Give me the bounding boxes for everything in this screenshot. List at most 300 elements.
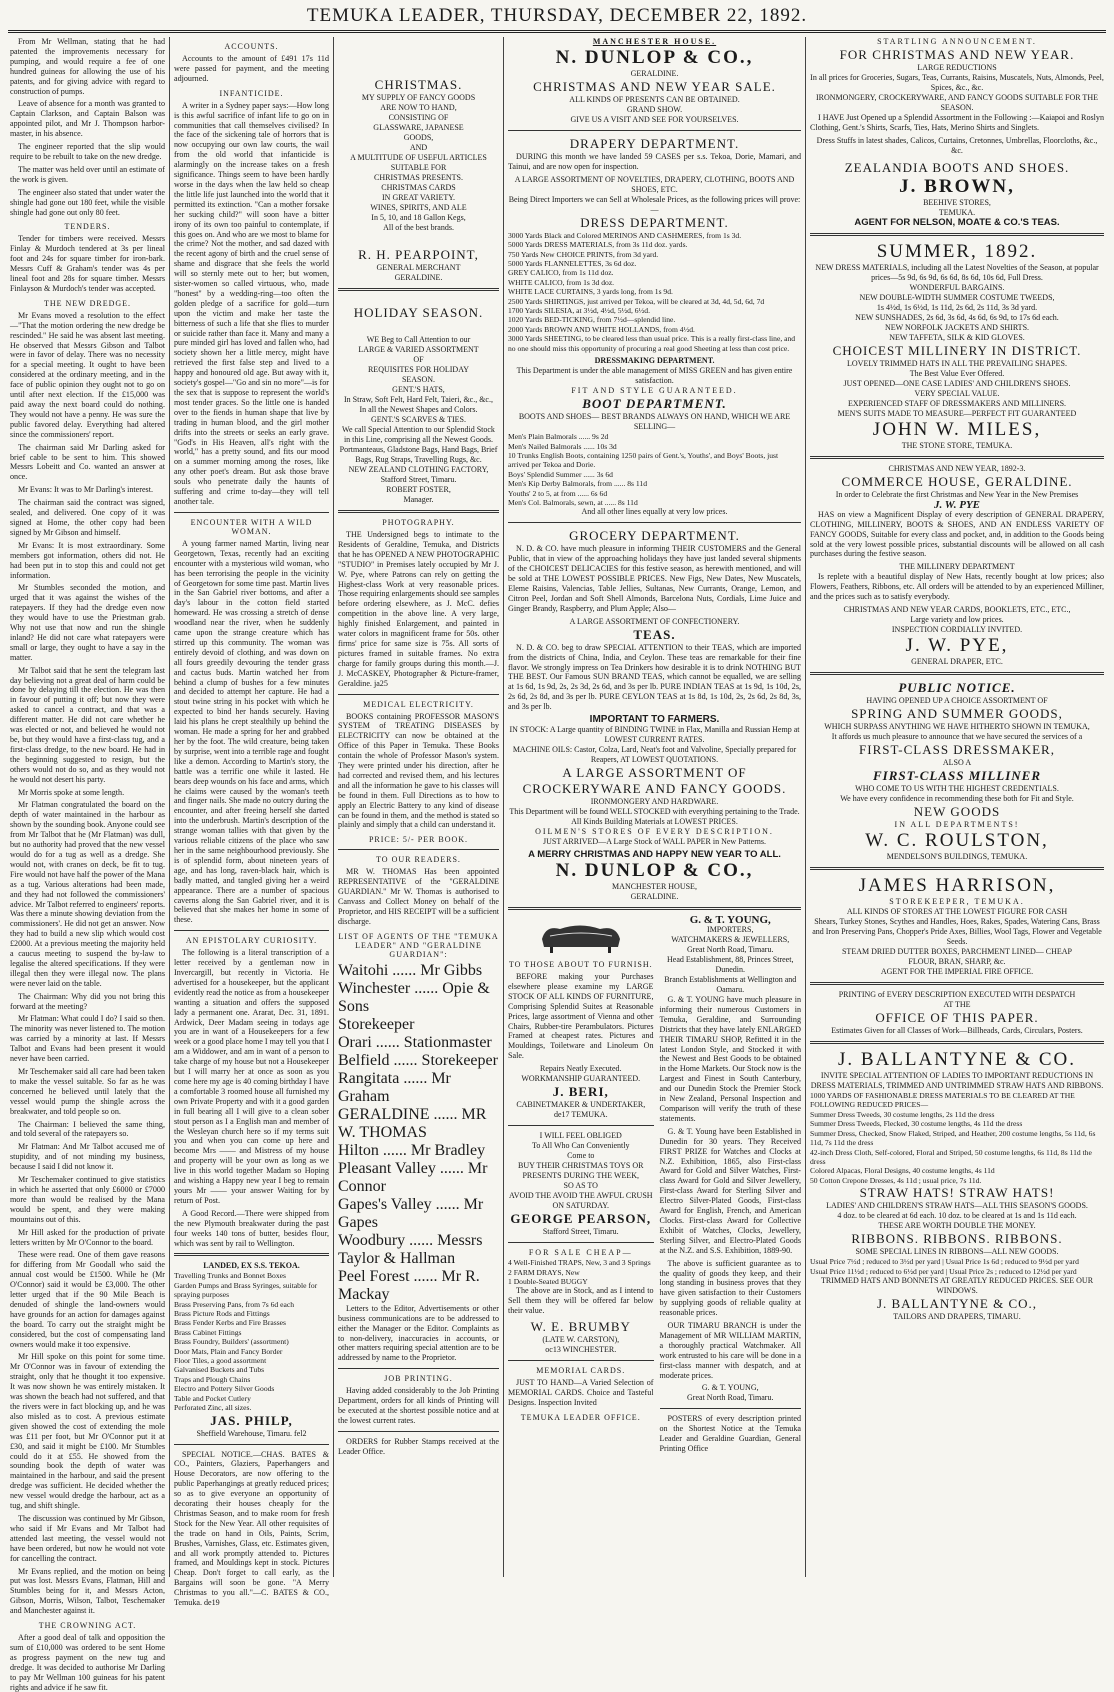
department-heading: BOOT DEPARTMENT. [582,396,727,412]
column-1-harbour-report [6,37,170,1692]
article-paragraph: The Chairman: Why did you not bring this forward at the meeting? [10,991,165,1011]
advert-line: Portmanteaus, Gladstone Bags, Hand Bags, Brief Bags, Rug Straps, Travelling Rugs, &c. [339,445,498,464]
section-heading: INFANTICIDE. [219,88,284,98]
divider [338,1431,499,1432]
advert-line: THESE ARE WORTH DOUBLE THE MONEY. [878,1221,1036,1231]
article-paragraph: The chairman said the contract was signed, sealed, and delivered. One copy of it was signed at Home, the other copy had been signed by Mr Gibson and himself. [10,498,165,537]
article-paragraph: Mr Flatman congratulated the board on the depth of water maintained in the harbour as shown by the sounding book. Anyone could see from Mr Talbot that he (Mr Flatman) was dull, but no authority had proved that the new vessel would do for a tug as well as a dredge. She would not, with cranes on deck, be fit to tug. Fire would not have half the power of the Mana as a tug. Various alterations had been made, and they had not followed the commissioners' advice. Mr Talbot referred to engineers' reports. Was there a minute showing deviation from the commissioners'. He did not get an answer. Now they had to build a new slip which would cost £2000. At a previous meeting the majority held a caucus meeting to suspend the by-law to legalise the altered specifications. If they were illegal then they were illegal now. The plans were never laid on the table. [10,800,165,988]
department-heading: DRAPERY DEPARTMENT. [569,136,740,151]
advert-heading: CHRISTMAS AND NEW YEAR SALE. [533,79,776,94]
advert-heading: OFFICE OF THIS PAPER. [875,1010,1039,1026]
advert-line: Branch Establishments at Wellington and Oamaru. [664,975,797,995]
advert-line: MACHINE OILS: Castor, Colza, Lard, Neat's foot and Valvoline, Specially prepared for Reapers, AT LOWEST QUOTATIONS. [512,745,797,765]
advert-line: ROBERT FOSTER, [386,485,451,494]
advert-paragraph: I HAVE Just Opened up a Splendid Assortment in the Following :—Kaiapoi and Roslyn Clothing, Gent.'s Shirts, Scarfs, Ties, Hats, Merino Shirts and Singlets. [810,113,1104,132]
advert-line: A MULTITUDE OF USEFUL ARTICLES [350,153,487,162]
advert-brumby-name [508,1319,654,1355]
advert-miles [810,241,1104,451]
divider [174,1253,329,1256]
advert-lines [338,335,499,505]
advert-line: A LARGE ASSORTMENT OF NOVELTIES, DRAPERY, CLOTHING, BOOTS AND SHOES, ETC. [514,174,795,194]
article-paragraph: Mr Talbot said that he sent the telegram last day believing not a great deal of harm could be done by delaying till the election. He was then in favour of putting it off; but now they were asked to cancel a contract, and that was a different matter. He did not care whether he was elected or not, and believed he would not be, but they would have a first-class tug, and a first-class dredge, to the new board. He had in the beginning suggested to resign, but the others would not do so, and as they would not he would not desert his party. [10,665,165,784]
advert-line: WINES, SPIRITS, AND ALE [370,203,467,212]
advert-lines [338,93,499,233]
article-paragraph: The chairman said Mr Darling asked for brief cable to be sent to him. This showed Messrs Lobeitt and Co. wanted an answer at once. [10,442,165,482]
dress-items-list [508,231,801,353]
advert-lines [508,95,801,125]
sale-items-list [508,1258,654,1286]
advert-line: ARE NOW TO HAND, [380,103,457,112]
advert-line: Manager. [403,495,434,504]
advert-line: We have every confidence in recommending these both for Fit and Style. [840,794,1074,804]
advert-line: In Straw, Soft Felt, Hard Felt, Taieri, &c., &c., [344,395,493,404]
article-paragraph: Mr Teschemaker continued to give statistics in which he asserted that only £6000 or £7000 more than would be realised by the Mana would be spent, and they were making mountains out of this. [10,1175,165,1224]
advert-line: Great North Road, Timaru. [687,945,774,955]
agent-row: Storekeeper [338,1015,415,1033]
advertiser-note: (LATE W. CARSTON), [542,1335,620,1345]
advert-line: MEN'S SUITS MADE TO MEASURE—PERFECT FIT GUARANTEED [837,408,1077,418]
lower-right-adverts [660,915,802,1457]
lower-adverts [508,915,801,1457]
list-item: 1020 Yards BED-TICKING, from 7½d—splendid line. [508,315,676,325]
advert-line: LADIES' AND CHILDREN'S STRAW HATS—ALL THIS SEASON'S GOODS. [826,1201,1088,1211]
advert-line: It affords us much pleasure to announce that we have secured the services of a [831,732,1083,742]
advert-heading: LANDED, EX S.S. TEKOA. [203,1261,300,1271]
list-item: Galvanised Buckets and Tubs [174,1365,265,1375]
advertiser-address: MANCHESTER HOUSE, [612,882,697,892]
advert-line: This Department will be found WELL STOCKED with everything pertaining to the Trade. All Kinds Building Materials at LOWEST PRICES. [509,807,800,827]
advertiser-name: N. DUNLOP & CO., [555,47,754,68]
office-name: TEMUKA LEADER OFFICE. [520,1412,641,1422]
list-item: Men's Nailed Balmorals ...... 10s 3d [508,441,617,451]
advert-paragraph: Letters to the Editor, Advertisements or other business communications are to be addressed to either the Manager or the Editor. Complaints as to non-delivery, inaccuracies in accounts, or other matters requiring special attention are to be addressed by name to the Proprietor. [338,1303,499,1363]
advert-line: In order to Celebrate the first Christmas and New Year in the New Premises [835,489,1079,499]
agent-row: GERALDINE ...... MR W. THOMAS [338,1105,487,1141]
advert-line: GERALDINE. [394,273,443,282]
advert-line: OILMEN'S STORES OF EVERY DESCRIPTION. [535,827,774,837]
advert-heading: CHRISTMAS. [374,77,463,92]
divider [508,522,801,523]
article-paragraph: Leave of absence for a month was granted to Captain Clarkson, and Captain Balson was appointed pilot, and Mr J. Thompson harbor-master, in his absence. [10,99,165,139]
advert-paragraph: N. D. & CO. have much pleasure in informing THEIR CUSTOMERS and the General Public, that in view of the approaching holidays they have just landed several shipments of the CHOICEST DELICACIES for this festive season, as herewith mentioned, and will be sold at THE LOWEST POSSIBLE PRICES. New Figs, New Dates, New Muscatels, Eleme Raisins, Valencias, Table Jellies, Sultanas, New Currants, Orange, Lemon, and Citron Peel, Jordan and Soft Shell Almonds, Barcelona Nuts, Cordials, Lime Juice and Ginger Brandy, Raspberry, and Plum Apple; Also— [508,544,801,613]
advert-pearson-name [508,1211,654,1237]
article-paragraph: The Chairman: I believed the same thing, and told several of the ratepayers so. [10,1119,165,1139]
article-paragraph: Mr Evans: It is most extraordinary. Some members got information, others did not. He had been put in to stop this and could not get information. [10,540,165,580]
article-paragraph: From Mr Wellman, stating that he had patented the improvements necessary for pumping, and would require a fee of one hundred guineas for allowing the use of his patents, and for giving advice with regard to construction of pumps. [10,37,165,96]
advert-pearpoint [338,77,499,283]
advert-line: Head Establishment, 88, Princes Street, Dunedin. [667,955,794,975]
advert-heading: PUBLIC NOTICE. [898,680,1016,696]
advert-beri [508,1084,654,1120]
divider [810,456,1104,459]
advert-line: We call Special Attention to our Splendid Stock in this Line, comprising all the Newest Goods. [342,425,495,444]
advertiser-name: J. W. PYE, [905,635,1009,657]
divider [174,1444,329,1445]
section-heading: TENDERS. [64,222,111,232]
advert-line: LARGE & VARIED ASSORTMENT [358,345,479,354]
advert-line: JUST ARRIVED—A Large Stock of WALL PAPER in New Patterns. [543,837,766,847]
advert-line: HAVING OPENED UP A CHOICE ASSORTMENT OF [866,696,1048,706]
advert-line: Large variety and low prices. [910,615,1004,625]
department-heading: IRONMONGERY AND HARDWARE. [590,797,719,807]
advert-line: GLASSWARE, JAPANESE [373,123,464,132]
section-heading: ACCOUNTS. [224,42,279,51]
list-item: Summer Dress Tweeds, 30 costume lengths, 2s 11d the dress [810,1109,995,1119]
advert-line: AT THE [943,1000,971,1010]
advert-line: WONDERFUL BARGAINS. [909,282,1005,292]
advert-line: GENERAL MERCHANT [376,263,461,272]
advert-heading: RIBBONS. RIBBONS. RIBBONS. [851,1231,1063,1247]
advert-line: SOME SPECIAL LINES IN RIBBONS—ALL NEW GOODS. [855,1247,1059,1257]
divider [338,849,499,850]
advertiser-name: JAMES HARRISON, [858,875,1056,897]
advertiser-address: TAILORS AND DRAPERS, TIMARU. [893,1311,1021,1321]
advertiser-name: G. & T. YOUNG, [689,914,771,927]
list-item: Travelling Trunks and Bonnet Boxes [174,1271,286,1281]
department-heading: GROCERY DEPARTMENT. [569,528,740,544]
agent-row: Belfield ...... Storekeeper [338,1051,498,1069]
list-item: Usual Price 7½d ; reduced to 3½d per yard | Usual Price 1s 6d ; reduced to 9½d per yard [810,1257,1079,1267]
list-item: Brass Foundry, Builders' (assortment) [174,1337,289,1347]
divider [508,130,801,131]
agent-row: Winchester ...... Opie & Sons [338,979,490,1015]
divider [338,694,499,695]
advertiser-name: J. BALLANTYNE & CO. [837,1049,1077,1071]
advertiser-name: JAS. PHILP, [210,1412,293,1428]
advertiser-name: W. C. ROULSTON, [865,830,1049,852]
list-item: Men's Plain Balmorals ...... 9s 2d [508,432,609,442]
list-item: 5000 Yards DRESS MATERIALS, from 3s 11d doz. yards. [508,240,688,250]
advert-line: BUY THEIR CHRISTMAS TOYS OR PRESENTS DURING THE WEEK, [517,1161,644,1181]
article-paragraph: The discussion was continued by Mr Gibson, who said if Mr Evans and Mr Talbot had attended last meeting, the vessel would not have been ordered, but now he would not vote for cancelling the contract. [10,1513,165,1563]
advert-line: In all the Newest Shapes and Colors. [359,405,478,414]
list-item: Men's Col. Balmorals, sewn, at ...... 8s 11d [508,497,638,507]
divider [508,1360,654,1361]
advert-paragraph: OUR TIMARU BRANCH is under the Management of MR WILLIAM MARTIN, a thoroughly practical Watchmaker. All work entrusted to his care will be done in a first-class manner with despatch, and at moderate prices. [659,1321,801,1380]
list-item: 4 Well-Finished TRAPS, New, 3 and 3 Springs [508,1258,651,1268]
agent-row: Waitohi ...... Mr Gibbs [338,961,483,979]
divider [810,982,1104,985]
list-item: 5000 Yards FLANNELETTES, 3s 6d doz. [508,259,637,269]
advert-dunlop [508,37,801,902]
list-item: WHITE CALICO, from 1s 3d doz. [508,277,615,287]
advert-line: ALL KINDS OF STORES AT THE LOWEST FIGURE FOR CASH [846,907,1068,917]
article-paragraph: A Good Record.—There were shipped from the new Plymouth breakwater during the past four weeks 140 tons of butter, besides flour, which was sent by rail to Wellington. [174,1208,329,1248]
advert-paragraph: The above are in Stock, and as I intend to Sell them they will be offered far below their value. [508,1286,654,1316]
department-heading: DRESS DEPARTMENT. [580,214,729,230]
article-paragraph: The following is a literal transcription of a letter received by a gentleman now in Invercargill, but recently in Victoria. He advertised for a housekeeper, but the applicant evidently read the notice as from a housekeeper wanting a situation and offers the supposed lady a permanent one. Ararat, Dec. 31, 1891. Ardwick, Deer Madam seeing in todays age you are in want of a Housekeepers for a few week or a good place home I may tell you that I am a Widdower, and am in want of a person to take charge of my house but not a Housekeeper but I will marry her at once as soon as you come here my age is 40 coming birthday I have a comfortable 3 roomed house all furnished my own Private Property and with it a good garden in full bearing all I will give to a clean sober stout person as I a English man and member of the Wesleyan church here so if my terms suit you and when you can come up here and become Mrs —— and Mistress of my house and property will be your own as long as we live in this world together Madam so Hoping and wishing a Happy new year I beg to remain yours Mr —— your answer Waiting for by return of Post. [174,948,329,1205]
price-line: PRICE: 5/- PER BOOK. [368,835,469,845]
advert-line: GRAND SHOW. [626,105,683,114]
advert-paragraph: G. & T. YOUNG have much pleasure in informing their numerous Customers in Temuka, Geraldine, and Surrounding Districts that they have lately ENLARGED THEIR TIMARU SHOP, Refitted it in the latest London Style, and Stocked it with the Newest and Best Goods to be obtained in the Home Markets. Our Stock now is the Largest and Finest in South Canterbury, and our Dunedin Stock the Premier Stock in New Zealand, Personal Inspection and Comparison will verify the truth of these statements. [659,995,801,1123]
landed-items-list [174,1271,329,1412]
advert-line: STEAM DRIED DUTTER BOXES, PARCHMENT LINED— CHEAP [841,947,1072,957]
advert-heading: NEW GOODS [913,804,1001,820]
advert-printing [810,990,1104,1036]
advert-line: NEW DRESS MATERIALS, including all the Latest Novelties of the Season, at popular prices—5s 9d, 6s 9d, 6s 6d, 8s 6d, 10s 6d, Full Dress. [815,262,1099,282]
advert-line: VERY SPECIAL VALUE. [914,388,1000,398]
advert-paragraph-bates: SPECIAL NOTICE.—CHAS. BATES & CO., Painters, Glaziers, Paperhangers and House Decorators, are now offering to the public Paperhangings at greatly reduced prices; so as to give everyone an opportunity of decorating their houses cheaply for the Christmas Season, and to make room for fresh Stock for the New Year. All other requisites of the trade on hand in Oils, Paints, Scrim, Brushes, Varnishes, Glass, etc. Estimates given, and all work promptly attended to. Pictures framed, and Mouldings kept in stock. Pictures Cheap. Don't forget to call early, as the Bargains will soon be gone. "A Merry Christmas to you all."—C. BATES & CO., Temuka. de19 [174,1449,329,1608]
section-heading: MEMORIAL CARDS. [536,1366,626,1376]
advert-lines [660,925,802,995]
section-heading: ENCOUNTER WITH A WILD WOMAN. [190,517,313,536]
list-item: 10 Trunks English Boots, containing 1250 pairs of Gent.'s, Youths', and Boys' Boots, just arrived per Tekoa and Dorie. [508,450,779,470]
list-item: Brass Preserving Pans, from 7s 6d each [174,1299,295,1309]
boot-items-list [508,432,801,507]
list-item: 3000 Yards Black and Colored MERINOS AND CASHMERES, from 1s 3d. [508,230,742,240]
advert-line: MY SUPPLY OF FANCY GOODS [361,93,476,102]
agent-row: Rangitata ...... Mr Graham [338,1069,451,1105]
section-heading: TO THOSE ABOUT TO FURNISH. [508,960,653,970]
advert-lines [338,263,499,283]
advertiser-name: GEORGE PEARSON, [510,1211,652,1227]
advert-harrison [810,875,1104,977]
divider [508,1242,654,1243]
divider [810,233,1104,236]
list-item: Summer Dress, Checked, Snow Flaked, Striped, and Heather, 200 costume lengths, 5s 11d, 6s 11d, 7s 11d the dress [810,1128,1096,1148]
advert-line: WHO COME TO US WITH THE HIGHEST CREDENTIALS. [855,784,1059,794]
advert-heading: HOLIDAY SEASON. [353,305,484,320]
article-paragraph: A young farmer named Martin, living near Georgetown, Texas, recently had an exciting encounter with a mysterious wild woman, who has been terrorising the people in the vicinity of Georgetown for some time past. Martin lives in the San Gabriel river bottoms, and after a day's labour in the cotton field started homeward. He was crossing a stretch of dense woodland near the river, when he suddenly came upon the strange creature which has stirred up this community. The woman was entirely devoid of clothing, and was down on all fours greedily devouring the tender grass and cactus buds. Martin watched her from behind a clump of bushes for a few minutes and decided to attempt her capture. He had a stout twine string in his pocket with which he expected to bind her hands securely. Having laid his plans he crept stealthily up behind the woman. He made a spring for her and grabbed her by the foot. The wild creature, being taken by surprise, went into a terrible rage and fought like a demon. According to Martin's story, the battle was a terrific one while it lasted. He bears deep wounds on his face and arms, which he claims were caused by the woman's teeth and finger nails. She made no outcry during the encounter, and after freeing herself she darted into the underbrush. Martin's description of the strange woman tallies with that given by the various reliable citizens of the place who saw her in the same neighbourhood previously. She is of splendid form, about nineteen years of age, and has long, raven-black hair, which is badly matted, and tangled giving her a weird appearance. There are a number of spacious caverns along the San Gabriel river, and it is believed that she makes her home in some of these. [174,538,329,925]
advert-foster [338,305,499,505]
list-item: 1700 Yards SILESIA, at 3½d, 4½d, 5½d, 6½d. [508,306,650,316]
advert-lines [810,323,1104,343]
list-item: 1 Double-Seated BUGGY [508,1277,588,1286]
advert-young [660,915,802,995]
advert-line: Shears, Turkey Stones, Scythes and Handles, Hoes, Rakes, Spades, Watering Cans, Brass and Iron Preserving Pans, Chopper's Pride Axes, Billies, Wool Tags, Flower and Vegetable Seeds. [812,917,1102,947]
advert-line: NEW NORFOLK JACKETS AND SHIRTS. [884,322,1030,332]
advert-line: GIVE US A VISIT AND SEE FOR YOURSELVES. [570,115,739,124]
advertiser-trade: GENERAL DRAPER, ETC. [911,657,1003,667]
divider [810,1041,1104,1044]
advert-line: In all prices for Groceries, Sugars, Teas, Currants, Raisins, Muscatels, Nuts, Almonds, Peel, Spices, &c., &c. [810,73,1104,92]
advert-line: WE Beg to Call Attention to our [366,335,471,344]
masthead [8,0,1106,33]
advertiser-town: oc13 WINCHESTER. [545,1345,617,1355]
advertiser-trade: STOREKEEPER, TEMUKA. [889,897,1025,907]
department-heading: DRESSMAKING DEPARTMENT. [594,356,715,366]
advert-line: A LARGE ASSORTMENT OF CONFECTIONERY. [569,616,740,626]
agent-row: Gapes's Valley ...... Mr Gapes [338,1195,484,1231]
section-heading: LIST OF AGENTS OF THE "TEMUKA LEADER" AND "GERALDINE GUARDIAN": [338,931,499,959]
advert-paragraph: BOOKS containing PROFESSOR MASON'S SYSTEM of TREATING DISEASES by ELECTRICITY can now be obtained at the Office of this Paper in Temuka. These Books contain the whole of Professor Mason's system. They were printed under his direction, after he had corrected and revised them, and his lectures and all the information he gave to his classes will be found in them. Full Directions as to how to apply an Electric Battery to any kind of disease can be found in them, and the method is stated so plainly and simply that a child can understand it. [338,711,499,830]
advert-paragraph: DURING this month we have landed 59 CASES per s.s. Tekoa, Dorie, Mamari, and Tainui, and are now open for inspection. [508,152,801,171]
divider [810,672,1104,675]
advert-line: FIT AND STYLE GUARANTEED. [571,386,738,396]
advertiser-town: GERALDINE. [630,892,679,902]
advert-line: 1s 4½d, 1s 6½d, 1s 11d, 2s 6d, 2s 11d, 3s 3d yard. [876,302,1038,312]
article-paragraph: Tender for timbers were received. Messrs Finlay & Murdoch tendered at 3s per lineal foot and 24s for square timber for iron-bark. Messrs Cuff & Graham's tender was 4s per lineal foot and 28s for square timber. Messrs Finlayson & Murdoch's tender was accepted. [10,234,165,293]
advert-line: Estimates Given for all Classes of Work—Billheads, Cards, Circulars, Posters. [831,1026,1083,1036]
article-paragraph: Mr Teschemaker said all care had been taken to make the vessel suitable. So far as he was concerned he believed until lately that the vessel would pump the shingle across the breakwater, and told people so on. [10,1067,165,1116]
article-paragraph: A writer in a Sydney paper says:—How long is this awful sacrifice of infant life to go on in communities that call themselves civilised? In the face of the sickening tale of horrors that is now occupying our own law courts, the wail from the old world that infanticide is alarmingly on the increase takes on a fresh significance. Things seem to have been hardly worse in the days when the law held so cheap the little life just launched into the world that it permitted its extinction. "Can a mother forsake her sucking child?" will soon have a bitter irony of its own too painful to contemplate, if this goes on. And who are we most to blame for the crime? Not the mother, and sad dazed with the recent agony of birth and the cruel sense of shame and disgrace that she feels the world will so sternly mete out to her; but women, sister-women so called virtuous, who, made "honest" by a wedding-ring—too often the golden pledge of a sacrifice for gold—turn upon the victim and make her taste the bitterness of such a life that she flies to murder or suicide rather than face it. Many and many a pure minded girl has loved and fallen who, had society shown her a little mercy, might have retrieved the first false step and lived to a happy and honoured old age. But away with it, society's gospel—"Go and sin no more"—is for the sex that is suppose to represent the world's most tender graces. So the little one is handed over to the fiends in human shape that live by trading in human blood, and the girl mother drifts into the streets or seeks an early grave. "God's in His Heaven, all's right with the world," has a pretty sound, and fits our mood on a summer morning among the roses, like any other poet's dream. But ask those brave souls who penetrate daily the haunts of suffering and crime to-day—they will tell another tale. [174,100,329,506]
advert-line: NEW DOUBLE-WIDTH SUMMER COSTUME TWEEDS, [859,292,1055,302]
advert-banner: J. W. PYE [933,498,981,511]
advert-paragraph: The above is sufficient guarantee as to the quality of goods they keep, and their long standing in business proves that they have given satisfaction to their Customers by supplying goods of reliable quality at reasonable prices. [659,1258,801,1318]
advert-line: TEMUKA. [938,207,976,217]
advert-heading: SPRING AND SUMMER GOODS, [851,706,1063,722]
advertiser-town: GERALDINE. [630,69,679,78]
advert-heading: STARTLING ANNOUNCEMENT. [877,37,1037,46]
list-item: Floor Tiles, a good assortment [174,1356,267,1366]
advert-paragraph: Is replete with a beautiful display of New Hats, recently bought at low prices; also Flowers, Feathers, Ribbons, etc. All orders will be attended to by an experienced Milliner, and the prices such as to satisfy everybody. [810,572,1104,602]
advert-paragraph: Having added considerably to the Job Printing Department, orders for all kinds of Printing will be executed at the shortest possible notice and at the lowest current rates. [338,1386,499,1425]
advert-line: To All Who Can Conveniently [531,1141,630,1151]
advert-line: CHRISTMAS PRESENTS. [374,173,463,182]
advertiser-address: Great North Road, Timaru. [687,1393,774,1403]
article-paragraph: These were read. One of them gave reasons for differing from Mr Goodall who said the annual cost would be £1500. While he (Mr O'Connor) said it would be £3,000. The other letter urged that if the 90 Mile Beach is denuded of shingle the land-owners would have grounds for an action for damages against the board. To carry out the straight might be considered, but the cost of compensating land owners would make it too expensive. [10,1250,165,1349]
divider [660,1408,802,1409]
list-item: Perforated Zinc, all sizes. [174,1403,252,1413]
advert-paragraph: ORDERS for Rubber Stamps received at the Leader Office. [338,1436,499,1456]
advert-line: NEW SUNSHADES, 2s 6d, 3s 6d, 4s 6d, 6s 9d, to 17s 6d each. [855,312,1059,322]
advert-paragraph: N. D. & CO. beg to draw SPECIAL ATTENTION to their TEAS, which are imported from the districts of China, India, and Ceylon. These teas are remarkable for their fine flavor. We strongly impress on Tea Drinkers how desirable it is to drink NOTHING BUT THE BEST. Our Famous SUN BRAND TEAS, which cannot be equalled, we are selling at 1s 6d, 1s 9d, 2s, 2s 3d, 2s 6d, and 3s per lb. PURE INDIAN TEAS at 1s 9d, 1s 10d, 2s, 2s 6d, 2s 8d, and 3s per lb. PURE CEYLON TEAS at 1s 8d, 1s 10d, 2s, 2s 6d, 2s 8d, 3s, and 3s per lb. [508,642,801,712]
advert-line: WHICH SURPASS ANYTHING WE HAVE HITHERTO SHOWN IN TEMUKA, [824,722,1090,732]
advert-line: LOVELY TRIMMED HATS IN ALL THE PREVAILING SHAPES. [847,358,1067,368]
list-item: 2 FARM DRAYS, New [508,1267,580,1277]
advertiser-address: MENDELSON'S BUILDINGS, TEMUKA. [886,852,1028,862]
advertiser-name: J. BERI, [552,1084,609,1100]
advertiser-address: Stafford Street, Timaru. [542,1227,619,1237]
advert-line: The Best Value Ever Offered. [909,368,1005,378]
advert-line: IMPORTERS, [707,925,754,935]
advert-paragraph: POSTERS of every description printed on the Shortest Notice at the Temuka Leader and Geraldine Guardian, General Printing Office [659,1414,801,1454]
advert-paragraph: THE Undersigned begs to intimate to the Residents of Geraldine, Temuka, and Districts that he has OPENED A NEW PHOTOGRAPHIC "STUDIO" in Premises lately occupied by Mr J. W. Pye, where Patrons can rely on getting the Highest-class Work at very reasonable prices. Those requiring enlargements should see samples before ordering elsewhere, as J. McC. defies competition in the above line. A very large, highly finished Enlargement, and painted in water colors in magnificent frame for 50s. other firms' price for same size is 75s. All sorts of pictures framed in suitable frames. No extra charge for family groups during this month.—J. J. McCASKEY, Photographer & Picture-framer, Geraldine. ja25 [338,530,499,688]
article-paragraph: Mr Hill asked for the production of private letters written by Mr O'Connor to the board. [10,1227,165,1247]
section-heading: AN EPISTOLARY CURIOSITY. [185,936,318,946]
agent-row: Orari ...... Stationmaster [338,1033,492,1051]
advert-line: FLOUR, BRAN, SHARP, &c. [908,957,1006,967]
list-item: Garden Pumps and Brass Syringes, suitable for spraying purposes [174,1280,318,1300]
divider [338,510,499,513]
list-item: 1000 YARDS OF FASHIONABLE DRESS MATERIALS TO BE CLEARED AT THE FOLLOWING REDUCED PRICES— [810,1091,1075,1110]
advert-line: This Department is under the able management of MISS GREEN and has given entire satisfaction. [516,366,793,386]
advert-line: ALL KINDS OF PRESENTS CAN BE OBTAINED. [569,95,740,104]
article-paragraph: The engineer reported that the slip would require to be rebuilt to take on the new dredge. [10,142,165,161]
advert-line: A MERRY CHRISTMAS AND HAPPY NEW YEAR TO ALL. [528,849,781,861]
advert-heading: ZEALANDIA BOOTS AND SHOES. [844,159,1070,175]
list-item: 50 Cotton Crepone Dresses, 4s 11d ; usual price, 7s 11d. [810,1175,982,1185]
advert-line: All of the best brands. [383,223,454,232]
advert-line: SO AS TO [563,1181,598,1191]
agent-row: Hilton ...... Mr Bradley [338,1141,486,1159]
advert-line: WORKMANSHIP GUARANTEED. [521,1074,641,1084]
advert-line: NEW ZEALAND CLOTHING FACTORY, [348,465,489,474]
divider [174,930,329,931]
advert-line: And all other lines equally at very low prices. [581,507,728,517]
advert-line: IN ALL DEPARTMENTS! [894,820,1020,830]
article-paragraph: Mr Evans replied, and the motion on being put was lost. Messrs Evans, Flatman, Hill and Stumbles being for it, and Messrs Acton, Gibson, Morris, Wilson, Talbot, Teschemaker and Manchester against it. [10,1566,165,1616]
advert-heading: FOR SALE CHEAP— [528,1248,633,1258]
advert-lines [810,283,1104,313]
advert-line: IN STOCK: A Large quantity of BINDING TWINE in Flax, Manilla and Russian Hemp at LOWEST CURRENT RATES. [509,725,800,745]
advert-line: IN GREAT VARIETY. [382,193,455,202]
ballantyne-items-list [810,1091,1104,1185]
section-heading: PHOTOGRAPHY. [382,518,455,527]
advert-line: OF [413,355,424,364]
department-heading: IMPORTANT TO FARMERS. [589,714,720,726]
advert-line: CHRISTMAS AND NEW YEAR CARDS, BOOKLETS, ETC., ETC., [843,605,1071,615]
list-item: 2000 Yards BROWN AND WHITE HOLLANDS, from 4½d. [508,324,695,334]
advert-line: 4 doz. to be cleared at 6d each. 10 doz. to be cleared at 1s and 1s 11d each. [837,1211,1077,1221]
advert-heading: FIRST-CLASS MILLINER [873,768,1041,784]
advertiser-address: Sheffield Warehouse, Timaru. fel2 [196,1428,307,1438]
advert-line: AGENT FOR NELSON, MOATE & CO.'S TEAS. [854,216,1060,228]
advert-paragraph: BEFORE making your Purchases elsewhere please examine my LARGE STOCK OF ALL KINDS OF FURNITURE, Comprising Splendid Suites at Reasonable Prices, large assortment of Vienna and other Chairs, Rubber-tire Perambulators. Pictures Framed at cheapest rates. Pictures and Mouldings, Toiletware and Linoleum On Sale. [508,972,654,1061]
advertiser-name: R. H. PEARPOINT, [358,247,479,262]
divider [338,288,499,291]
advert-line: EXPERIENCED STAFF OF DRESSMAKERS AND MILLINERS. [847,398,1067,408]
lower-left-adverts [508,915,654,1457]
advert-line: INVITE SPECIAL ATTENTION OF LADIES TO IMPORTANT REDUCTIONS IN DRESS MATERIALS, TRIMMED AND UNTRIMMED STRAW HATS AND RIBBONS. [810,1071,1104,1091]
divider [810,867,1104,870]
article-paragraph: After a good deal of talk and opposition the sum of £10,000 was ordered to be sent Home as progress payment on the new tug and dredge. It was decided to authorise Mr Darling to pay Mr Wellman 100 guineas for his patent rights and advice if he saw fit. [10,1633,165,1692]
section-heading: MEDICAL ELECTRICITY. [363,699,474,709]
sofa-illustration [536,919,626,955]
advert-line: WATCHMAKERS & JEWELLERS, [671,935,790,945]
list-item: Electro and Pottery Silver Goods [174,1384,275,1394]
department-heading: THE MILLINERY DEPARTMENT [899,562,1015,572]
advert-line: CHRISTMAS CARDS [381,183,456,192]
advert-line: I WILL FEEL OBLIGED [539,1131,622,1141]
advert-line: BOOTS AND SHOES— BEST BRANDS ALWAYS ON HAND, WHICH WE ARE SELLING— [518,412,791,432]
advert-heading: CHRISTMAS AND NEW YEAR, 1892-3. [888,463,1026,473]
divider [508,907,801,910]
advert-line: AVOID THE AVOID THE AWFUL CRUSH ON SATURDAY. [508,1191,653,1211]
advert-paragraph: JUST TO HAND—A Varied Selection of MEMORIAL CARDS. Choice and Tasteful Designs. Inspection Invited [508,1378,654,1407]
advert-heading: STRAW HATS! STRAW HATS! [859,1185,1055,1201]
advert-line: GENT.'S SCARVES & TIES. [371,415,466,424]
advert-ballantyne [810,1049,1104,1322]
article-paragraph: Mr Evans: It was to Mr Darling's interest. [18,485,153,495]
ribbons-items-list [810,1257,1104,1276]
advert-line: Stafford Street, Timaru. [380,475,457,484]
advertiser-town: de17 TEMUKA. [553,1110,608,1120]
advert-pye [810,464,1104,667]
advert-line: Come to [567,1151,595,1161]
advert-philp [174,1261,329,1438]
advert-line: CONSISTING OF [388,113,449,122]
agent-row: Pleasant Valley ...... Mr Connor [338,1159,488,1195]
advert-line: AND [409,143,428,152]
advert-heading: SUMMER, 1892. [876,240,1038,262]
advertiser-name: W. E. BRUMBY [530,1319,631,1335]
divider [508,1125,654,1126]
list-item: Brass Fender Kerbs and Fire Brasses [174,1318,286,1328]
list-item: 750 Yards New CHOICE PRINTS, from 3d yard. [508,249,659,259]
advert-young-name [660,1383,802,1403]
advert-line: A LARGE ASSORTMENT OF CROCKERYWARE AND FANCY GOODS. [522,765,787,797]
section-heading: JOB PRINTING. [384,1374,453,1384]
advert-line: SUITABLE FOR [390,163,447,172]
advert-line: LARGE REDUCTIONS [917,63,997,72]
agents-list [338,962,499,1304]
list-item: WHITE LACE CURTAINS, 3 yards long, from 1s 9d. [508,287,673,297]
section-heading: THE CROWNING ACT. [38,1621,137,1631]
advert-heading: FIRST-CLASS DRESSMAKER, [859,742,1055,758]
advert-line: BEEHIVE STORES, [923,197,991,207]
column-2-articles [170,37,334,1608]
advert-line: NEW TAFFETA, SILK & KID GLOVES. [889,332,1025,342]
advert-line: REQUISITES FOR HOLIDAY [367,365,470,374]
advertiser-name: JOHN W. MILES, [872,418,1042,440]
advertiser-name: G. & T. YOUNG, [701,1383,759,1393]
section-heading: TO OUR READERS. [376,855,461,865]
advert-heading: FOR CHRISTMAS AND NEW YEAR. [839,47,1075,62]
article-paragraph: The engineer also stated that under water the shingle had gone out 180 feet, while the visible shingle had gone out only 80 feet. [10,187,165,217]
advert-brumby [508,1248,654,1286]
advert-roulston [810,680,1104,862]
